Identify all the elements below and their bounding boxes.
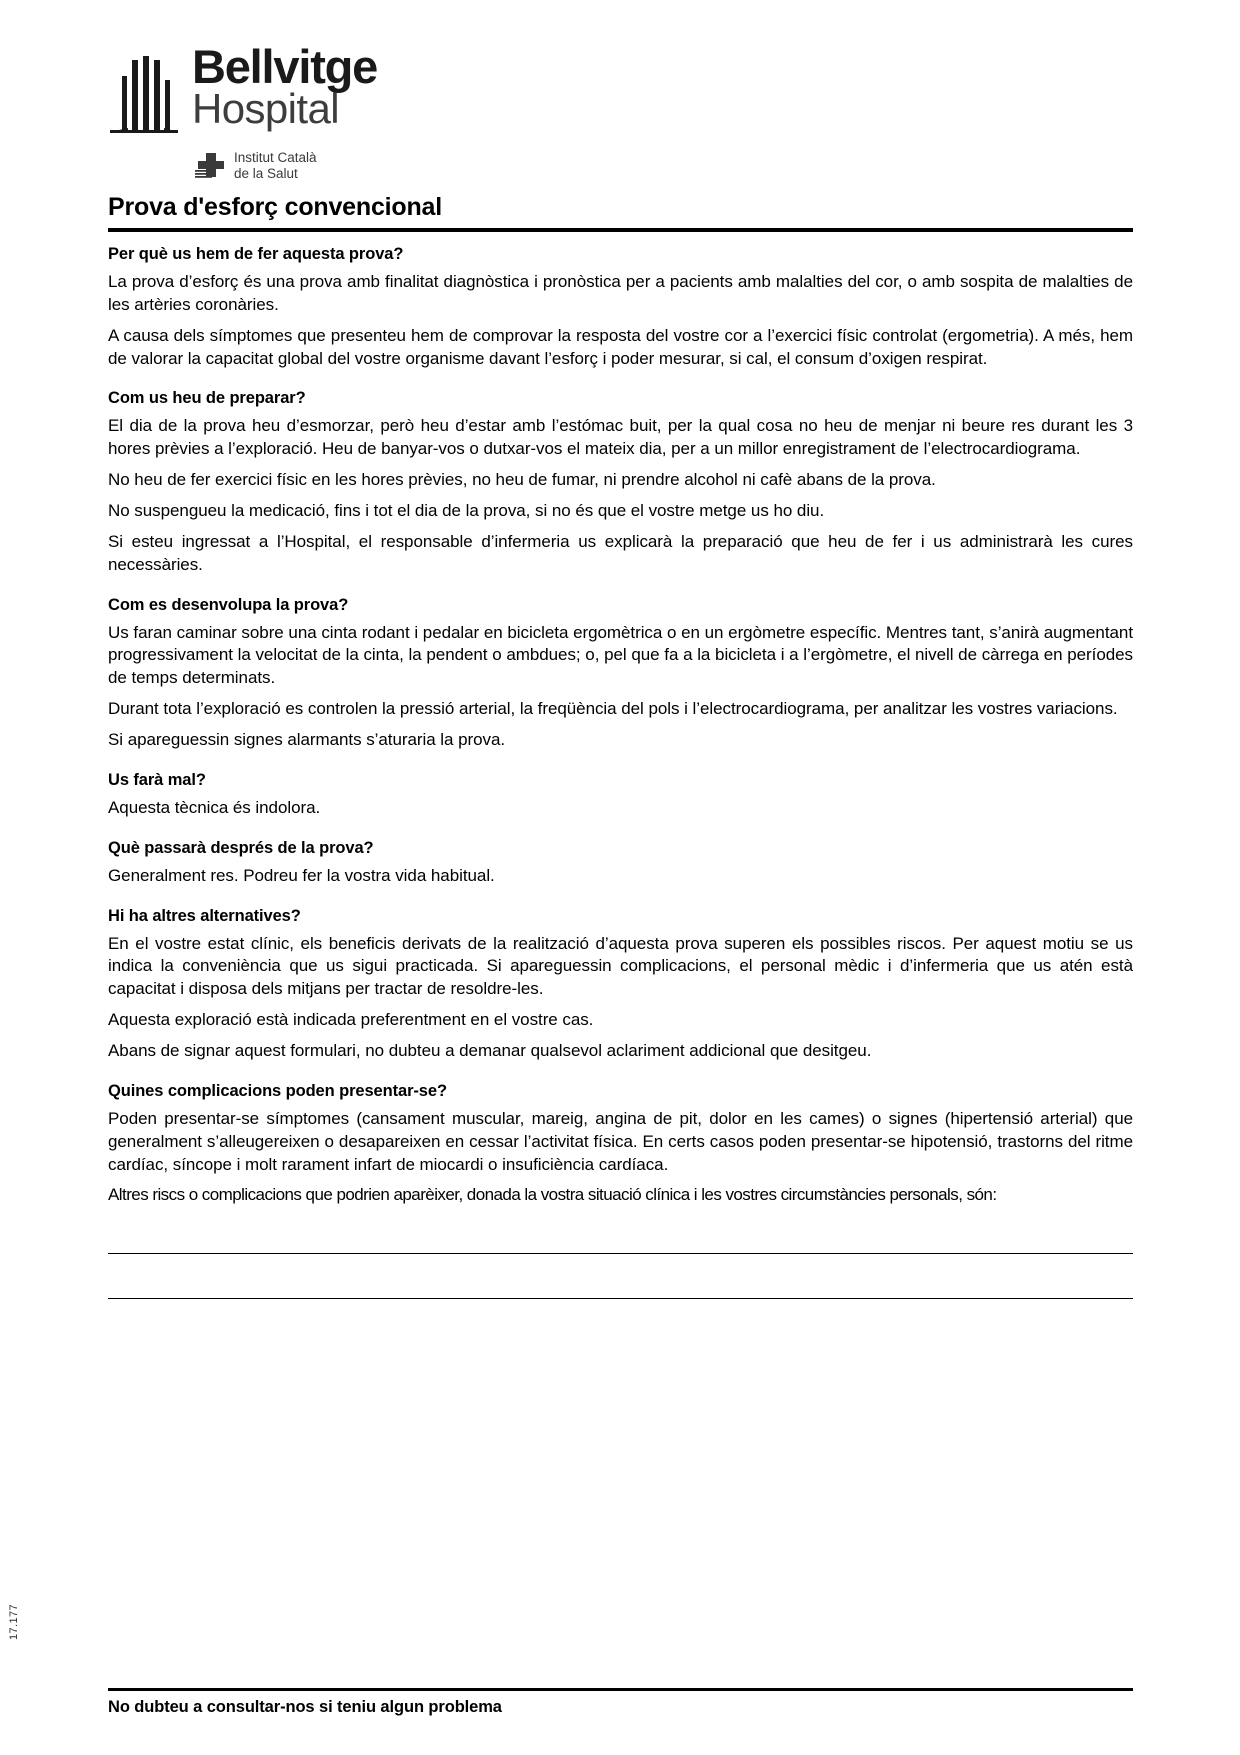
bellvitge-building-bars-logo-icon (108, 52, 180, 136)
section-paragraph: Aquesta tècnica és indolora. (108, 797, 321, 817)
section-paragraph: El dia de la prova heu d’esmorzar, però heu d’estar amb l’estómac buit, per la qual cosa no heu de menjar ni beure res durant les 3 hores prèvies a l’exploració. Heu de banyar-vos o dutxar-vos el mateix dia, per a un millor enregistrament de l’electrocardiograma. (108, 416, 1133, 459)
logo-name: Bellvitge (192, 40, 378, 93)
logo-subtitle: Hospital (192, 85, 339, 133)
title-divider (108, 228, 1133, 232)
section-heading: Quines complicacions poden presentar-se? (108, 1081, 447, 1100)
logo-primary-row (108, 40, 538, 136)
footer-note: No dubteu a consultar-nos si teniu algun problema (108, 1698, 502, 1716)
section-heading: Com es desenvolupa la prova? (108, 595, 349, 614)
section-heading: Us farà mal? (108, 770, 206, 789)
section-paragraph: No heu de fer exercici físic en les hores prèvies, no heu de fumar, ni prendre alcohol ni cafè abans de la prova. (108, 470, 936, 490)
content-section (108, 1082, 1133, 1207)
institut-catala-salut-cross-icon (194, 151, 226, 181)
institut-catala-salut-label (234, 150, 317, 181)
section-heading: Com us heu de preparar? (108, 389, 306, 408)
ics-line-1: Institut Català (234, 150, 317, 165)
section-paragraph: Durant tota l’exploració es controlen la pressió arterial, la freqüència del pols i l’electrocardiograma, per analitzar les vostres variacions. (108, 699, 1118, 719)
section-heading: Per què us hem de fer aquesta prova? (108, 245, 404, 263)
section-paragraph: Aquesta exploració està indicada preferentment en el vostre cas. (108, 1010, 594, 1030)
logo-wordmark (192, 40, 378, 133)
section-paragraph: En el vostre estat clínic, els beneficis derivats de la realització d’aquesta prova superen els possibles riscos. Per aquest motiu se us indica la conveniència que us sigui practicada. Si apareguessin complicacions, el personal mèdic i d’infermeria que us atén està capacitat i disposa dels mitjans per tractar de resoldre-les. (108, 933, 1133, 999)
section-heading: Què passarà després de la prova? (108, 838, 374, 857)
content-section (108, 907, 1133, 1063)
document-body (108, 245, 1133, 1299)
footer-divider (108, 1688, 1133, 1691)
write-in-line[interactable] (108, 1298, 1133, 1299)
section-paragraph: Altres riscs o complicacions que podrien aparèixer, donada la vostra situació clínica i les vostres circumstàncies personals, són: (108, 1185, 997, 1205)
content-section (108, 245, 1133, 370)
write-in-lines (108, 1253, 1133, 1299)
section-paragraph: No suspengueu la medicació, fins i tot el dia de la prova, si no és que el vostre metge us ho diu. (108, 501, 825, 521)
section-paragraph: Poden presentar-se símptomes (cansament muscular, mareig, angina de pit, dolor en les cames) o signes (hipertensió arterial) que generalment s’alleugereixen o desapareixen en cessar l’activitat física. En certs casos poden presentar-se hipotensió, trastorns del ritme cardíac, síncope i molt rarament infart de miocardi o insuficiència cardíaca. (108, 1108, 1133, 1174)
section-paragraph: A causa dels símptomes que presenteu hem de comprovar la resposta del vostre cor a l’exercici físic controlat (ergometria). A més, hem de valorar la capacitat global del vostre organisme davant l’esforç i poder mesurar, si cal, el consum d’oxigen respirat. (108, 325, 1133, 368)
content-section (108, 839, 1133, 888)
write-in-line[interactable] (108, 1253, 1133, 1254)
section-paragraph: Us faran caminar sobre una cinta rodant i pedalar en bicicleta ergomètrica o en un ergòmetre específic. Mentres tant, s’anirà augmentant progressivament la velocitat de la cinta, la pendent o ambdues; o, pel que fa a la bicicleta i a l’ergòmetre, el nivell de càrrega en períodes de temps determinats. (108, 622, 1133, 688)
section-paragraph: Si esteu ingressat a l’Hospital, el responsable d’infermeria us explicarà la preparació que heu de fer i us administrarà les cures necessàries. (108, 531, 1133, 574)
section-paragraph: Abans de signar aquest formulari, no dubteu a demanar qualsevol aclariment addicional que desitgeu. (108, 1041, 872, 1061)
hospital-logo (108, 40, 538, 181)
ics-line-2: de la Salut (234, 165, 298, 181)
section-heading: Hi ha altres alternatives? (108, 906, 301, 925)
section-paragraph: Si apareguessin signes alarmants s’aturaria la prova. (108, 730, 506, 750)
section-paragraph: La prova d’esforç és una prova amb finalitat diagnòstica i pronòstica per a pacients amb malalties del cor, o amb sospita de malalties de les artèries coronàries. (108, 272, 1133, 314)
content-section (108, 771, 1133, 820)
form-reference-code: 17.177 (8, 1603, 20, 1640)
content-section (108, 389, 1133, 576)
page-title: Prova d'esforç convencional (108, 193, 442, 221)
section-paragraph: Generalment res. Podreu fer la vostra vida habitual. (108, 865, 495, 885)
institut-catala-salut-logo (194, 150, 538, 181)
content-section (108, 596, 1133, 752)
